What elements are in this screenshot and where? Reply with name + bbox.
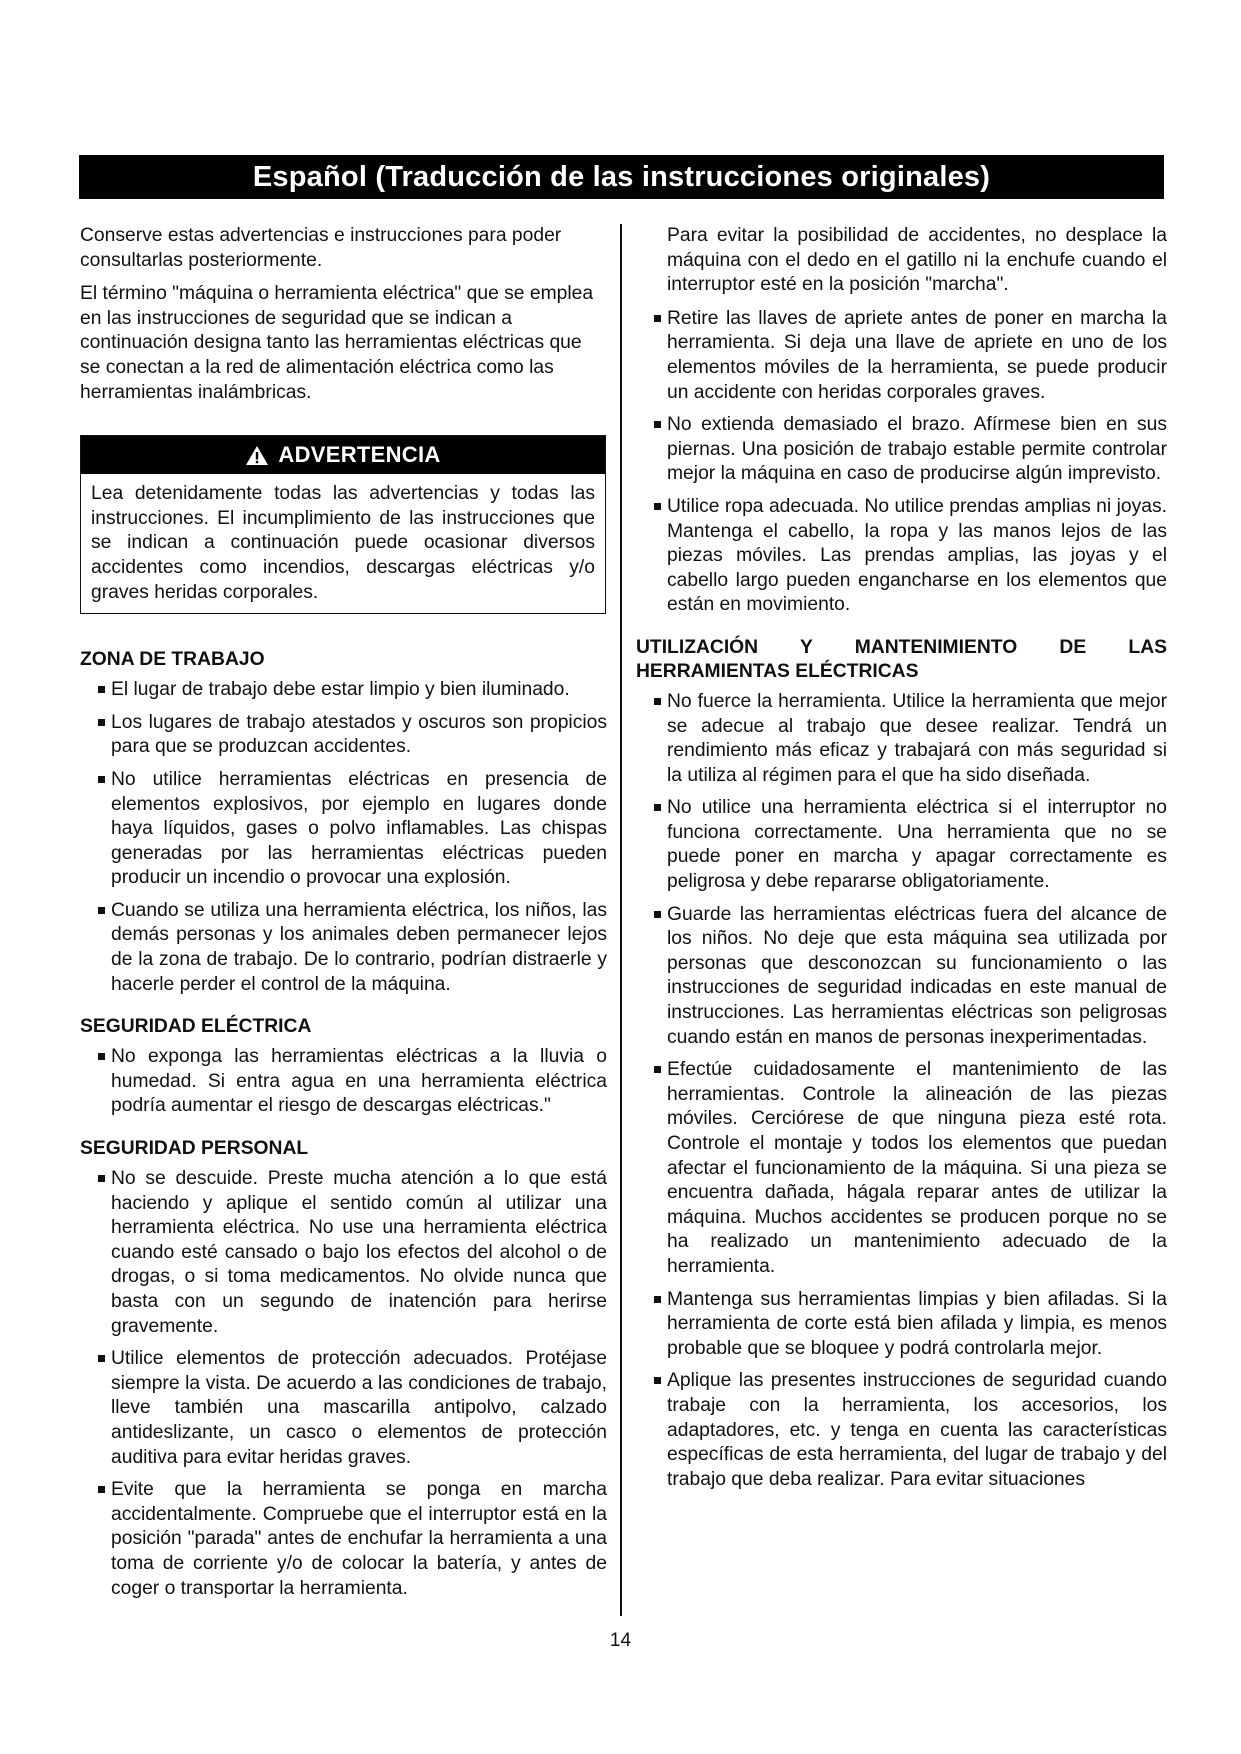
bullet-icon [654,315,661,322]
bullet-icon [654,698,661,705]
list-item: Utilice elementos de protección adecuados. Protéjase siempre la vista. De acuerdo a las condiciones de trabajo, lleve también una mascarilla antipolvo, calzado antideslizante, un casco o elementos de protección auditiva para evitar heridas graves. [80,1347,607,1470]
right-column [636,224,1167,1510]
list-item: Utilice ropa adecuada. No utilice prendas amplias ni joyas. Mantenga el cabello, la ropa y las manos lejos de las piezas móviles. Las prendas amplias, las joyas y el cabello largo pueden engancharse en los elementos que están en movimiento. [636,495,1167,618]
bullet-icon [654,804,661,811]
list-item: Guarde las herramientas eléctricas fuera del alcance de los niños. No deje que esta máquina sea utilizada por personas que desconozcan su funcionamiento o las instrucciones de seguridad indicadas en este manual de instrucciones. Las herramientas eléctricas son peligrosas cuando están en manos de personas inexperimentadas. [636,903,1167,1051]
bullet-icon [98,1486,105,1493]
warning-header [81,436,605,474]
bullet-icon [654,421,661,428]
bullet-icon [98,686,105,693]
bullet-icon [98,1355,105,1362]
section-heading-utilizacion-line-1: UTILIZACIÓN Y MANTENIMIENTO DE LAS [636,636,1167,658]
section-heading-seguridad-electrica: SEGURIDAD ELÉCTRICA [80,1016,312,1038]
list-item: Retire las llaves de apriete antes de poner en marcha la herramienta. Si deja una llave de apriete en uno de los elementos móviles de la herramienta, se puede producir un accidente con heridas corporales graves. [636,307,1167,405]
list-item: No exponga las herramientas eléctricas a la lluvia o humedad. Si entra agua en una herramienta eléctrica podría aumentar el riesgo de descargas eléctricas." [80,1045,607,1119]
list-seguridad-personal [80,1167,607,1601]
list-item: No se descuide. Preste mucha atención a lo que está haciendo y aplique el sentido común al utilizar una herramienta eléctrica. No use una herramienta eléctrica cuando esté cansado o bajo los efectos del alcohol o de drogas, o si toma medicamentos. No olvide nunca que basta con un segundo de inatención para herirse gravemente. [80,1167,607,1339]
list-item: Efectúe cuidadosamente el mantenimiento de las herramientas. Controle la alineación de las piezas móviles. Cerciórese de que ninguna pieza esté rota. Controle el montaje y todos los elementos que puedan afectar el funcionamiento de la máquina. Si una pieza se encuentra dañada, hágala reparar antes de utilizar la máquina. Muchos accidentes se producen porque no se ha realizado un mantenimiento adecuado de la herramienta. [636,1058,1167,1279]
section-heading-zona-de-trabajo: ZONA DE TRABAJO [80,649,265,671]
bullet-icon [654,911,661,918]
intro-paragraph-1: Conserve estas advertencias e instrucciones para poder consultarlas posteriormente. [80,225,562,271]
list-item: Mantenga sus herramientas limpias y bien afiladas. Si la herramienta de corte está bien afilada y limpia, es menos probable que se bloquee y podrá controlarla mejor. [636,1288,1167,1362]
warning-text: Lea detenidamente todas las advertencias y todas las instrucciones. El incumplimiento de las instrucciones que se indican a continuación puede ocasionar diversos accidentes como incendios, descargas eléctricas y/o graves heridas corporales. [91,483,595,603]
intro-paragraph-2: El término "máquina o herramienta eléctrica" que se emplea en las instrucciones de seguridad que se indican a continuación designa tanto las herramientas eléctricas que se conectan a la red de alimentación eléctrica como las herramientas inalámbricas. [80,283,594,403]
bullet-icon [98,1053,105,1060]
column-divider [620,224,622,1616]
list-item: Evite que la herramienta se ponga en marcha accidentalmente. Compruebe que el interruptor está en la posición "parada" antes de enchufar la herramienta a una toma de corriente y/o de colocar la batería, y antes de coger o transportar la herramienta. [80,1478,607,1601]
list-zona-de-trabajo [80,678,607,997]
warning-heading: ADVERTENCIA [278,441,441,467]
bullet-icon [98,1175,105,1182]
bullet-icon [654,1066,661,1073]
bullet-icon [98,907,105,914]
list-utilizacion [636,690,1167,1492]
list-item: No fuerce la herramienta. Utilice la herramienta que mejor se adecue al trabajo que desee realizar. Tendrá un rendimiento más eficaz y trabajará con más seguridad si la utiliza al régimen para el que ha sido diseñada. [636,690,1167,788]
continued-paragraph: Para evitar la posibilidad de accidentes, no desplace la máquina con el dedo en el gatillo ni la enchufe cuando el interruptor esté en la posición "marcha". [667,225,1167,296]
list-item: No utilice herramientas eléctricas en presencia de elementos explosivos, por ejemplo en lugares donde haya líquidos, gases o polvo inflamables. Las chispas generadas por las herramientas eléctricas pueden producir un incendio o provocar una explosión. [80,768,607,891]
warning-box [80,435,606,614]
list-item: No utilice una herramienta eléctrica si el interruptor no funciona correctamente. Una herramienta que no se puede poner en marcha y apagar correctamente es peligrosa y debe repararse obligatoriamente. [636,796,1167,894]
bullet-icon [98,776,105,783]
section-heading-seguridad-personal: SEGURIDAD PERSONAL [80,1138,309,1160]
bullet-icon [654,1377,661,1384]
list-seguridad-personal-continued [636,307,1167,618]
list-item: Cuando se utiliza una herramienta eléctrica, los niños, las demás personas y los animales deben permanecer lejos de la zona de trabajo. De lo contrario, podrían distraerle y hacerle perder el control de la máquina. [80,899,607,997]
warning-triangle-icon [245,445,269,466]
list-item: Aplique las presentes instrucciones de seguridad cuando trabaje con la herramienta, los accesorios, los adaptadores, etc. y tenga en cuenta las características específicas de esta herramienta, del lugar de trabajo y del trabajo que deba realizar. Para evitar situaciones [636,1369,1167,1492]
bullet-icon [654,1296,661,1303]
section-heading-utilizacion-line-2: HERRAMIENTAS ELÉCTRICAS [636,660,919,682]
bullet-icon [98,719,105,726]
left-column [80,224,607,1619]
list-item: No extienda demasiado el brazo. Afírmese bien en sus piernas. Una posición de trabajo estable permite controlar mejor la máquina en caso de producirse algún imprevisto. [636,413,1167,487]
list-item: Los lugares de trabajo atestados y oscuros son propicios para que se produzcan accidentes. [80,711,607,760]
page-number: 14 [609,1630,632,1651]
page-title: Español (Traducción de las instrucciones originales) [79,155,1164,199]
list-seguridad-electrica [80,1045,607,1119]
list-item: El lugar de trabajo debe estar limpio y bien iluminado. [80,678,607,703]
bullet-icon [654,503,661,510]
